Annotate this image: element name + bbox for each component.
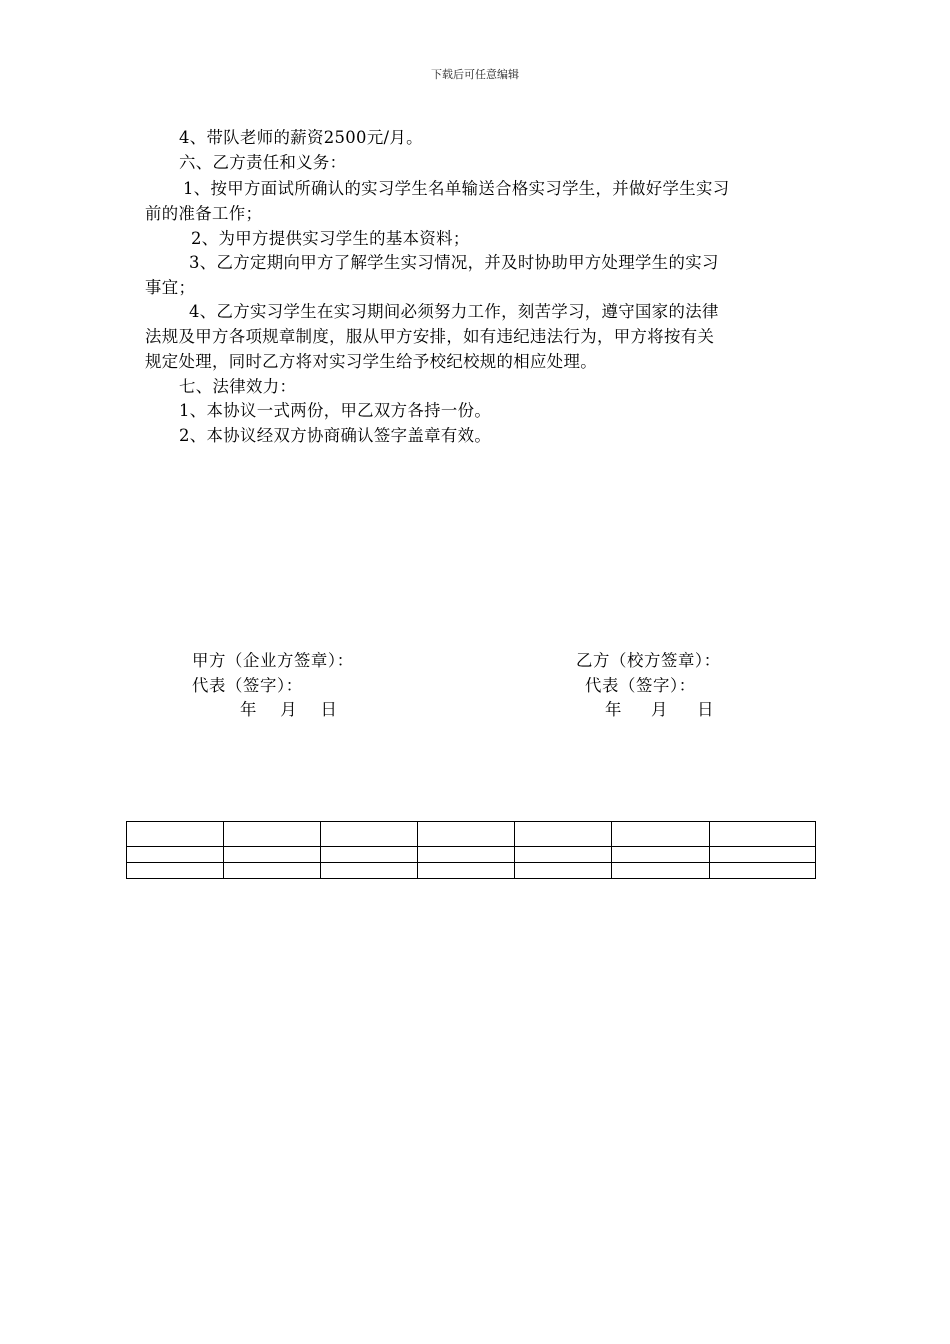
table-cell[interactable] (418, 847, 515, 863)
body-line: 4、带队老师的薪资2500元/月。 (179, 128, 423, 147)
section-heading: 七、法律效力： (179, 377, 297, 396)
table-cell[interactable] (321, 847, 418, 863)
body-line: 2、为甲方提供实习学生的基本资料； (191, 229, 470, 248)
body-line: 4、乙方实习学生在实习期间必须努力工作，刻苦学习，遵守国家的法律 (189, 302, 719, 321)
body-line: 1、本协议一式两份，甲乙双方各持一份。 (179, 401, 492, 420)
body-line: 事宜； (145, 278, 196, 297)
party-a-label: 甲方（企业方签章）： (192, 651, 354, 670)
table-row (127, 847, 816, 863)
empty-table (126, 821, 816, 879)
table-cell[interactable] (224, 822, 321, 847)
body-line: 法规及甲方各项规章制度，服从甲方安排，如有违纪违法行为，甲方将按有关 (145, 327, 715, 346)
table-cell[interactable] (127, 863, 224, 879)
table-cell[interactable] (321, 863, 418, 879)
party-a-rep: 代表（签字）： (192, 676, 303, 695)
body-line: 2、本协议经双方协商确认签字盖章有效。 (179, 426, 492, 445)
table-cell[interactable] (321, 822, 418, 847)
table-row (127, 863, 816, 879)
body-line: 规定处理，同时乙方将对实习学生给予校纪校规的相应处理。 (145, 352, 597, 371)
table-cell[interactable] (612, 847, 710, 863)
table-cell[interactable] (710, 847, 816, 863)
party-b-label: 乙方（校方签章）： (576, 651, 721, 670)
page-header: 下载后可任意编辑 (431, 68, 519, 81)
table-cell[interactable] (612, 863, 710, 879)
table-cell[interactable] (224, 847, 321, 863)
table-cell[interactable] (612, 822, 710, 847)
table-cell[interactable] (710, 822, 816, 847)
table-cell[interactable] (515, 822, 612, 847)
table-cell[interactable] (127, 822, 224, 847)
table-cell[interactable] (710, 863, 816, 879)
table-cell[interactable] (224, 863, 321, 879)
section-heading: 六、乙方责任和义务： (179, 153, 347, 172)
body-line: 1、按甲方面试所确认的实习学生名单输送合格实习学生，并做好学生实习 (183, 179, 730, 198)
table-cell[interactable] (515, 847, 612, 863)
party-b-rep: 代表（签字）： (585, 676, 696, 695)
table-cell[interactable] (418, 822, 515, 847)
body-line: 3、乙方定期向甲方了解学生实习情况，并及时协助甲方处理学生的实习 (189, 253, 719, 272)
party-a-date: 年 月 日 (240, 700, 338, 719)
table-cell[interactable] (515, 863, 612, 879)
table-row (127, 822, 816, 847)
table-cell[interactable] (127, 847, 224, 863)
party-b-date: 年 月 日 (605, 700, 715, 719)
body-line: 前的准备工作； (145, 204, 263, 223)
table-cell[interactable] (418, 863, 515, 879)
